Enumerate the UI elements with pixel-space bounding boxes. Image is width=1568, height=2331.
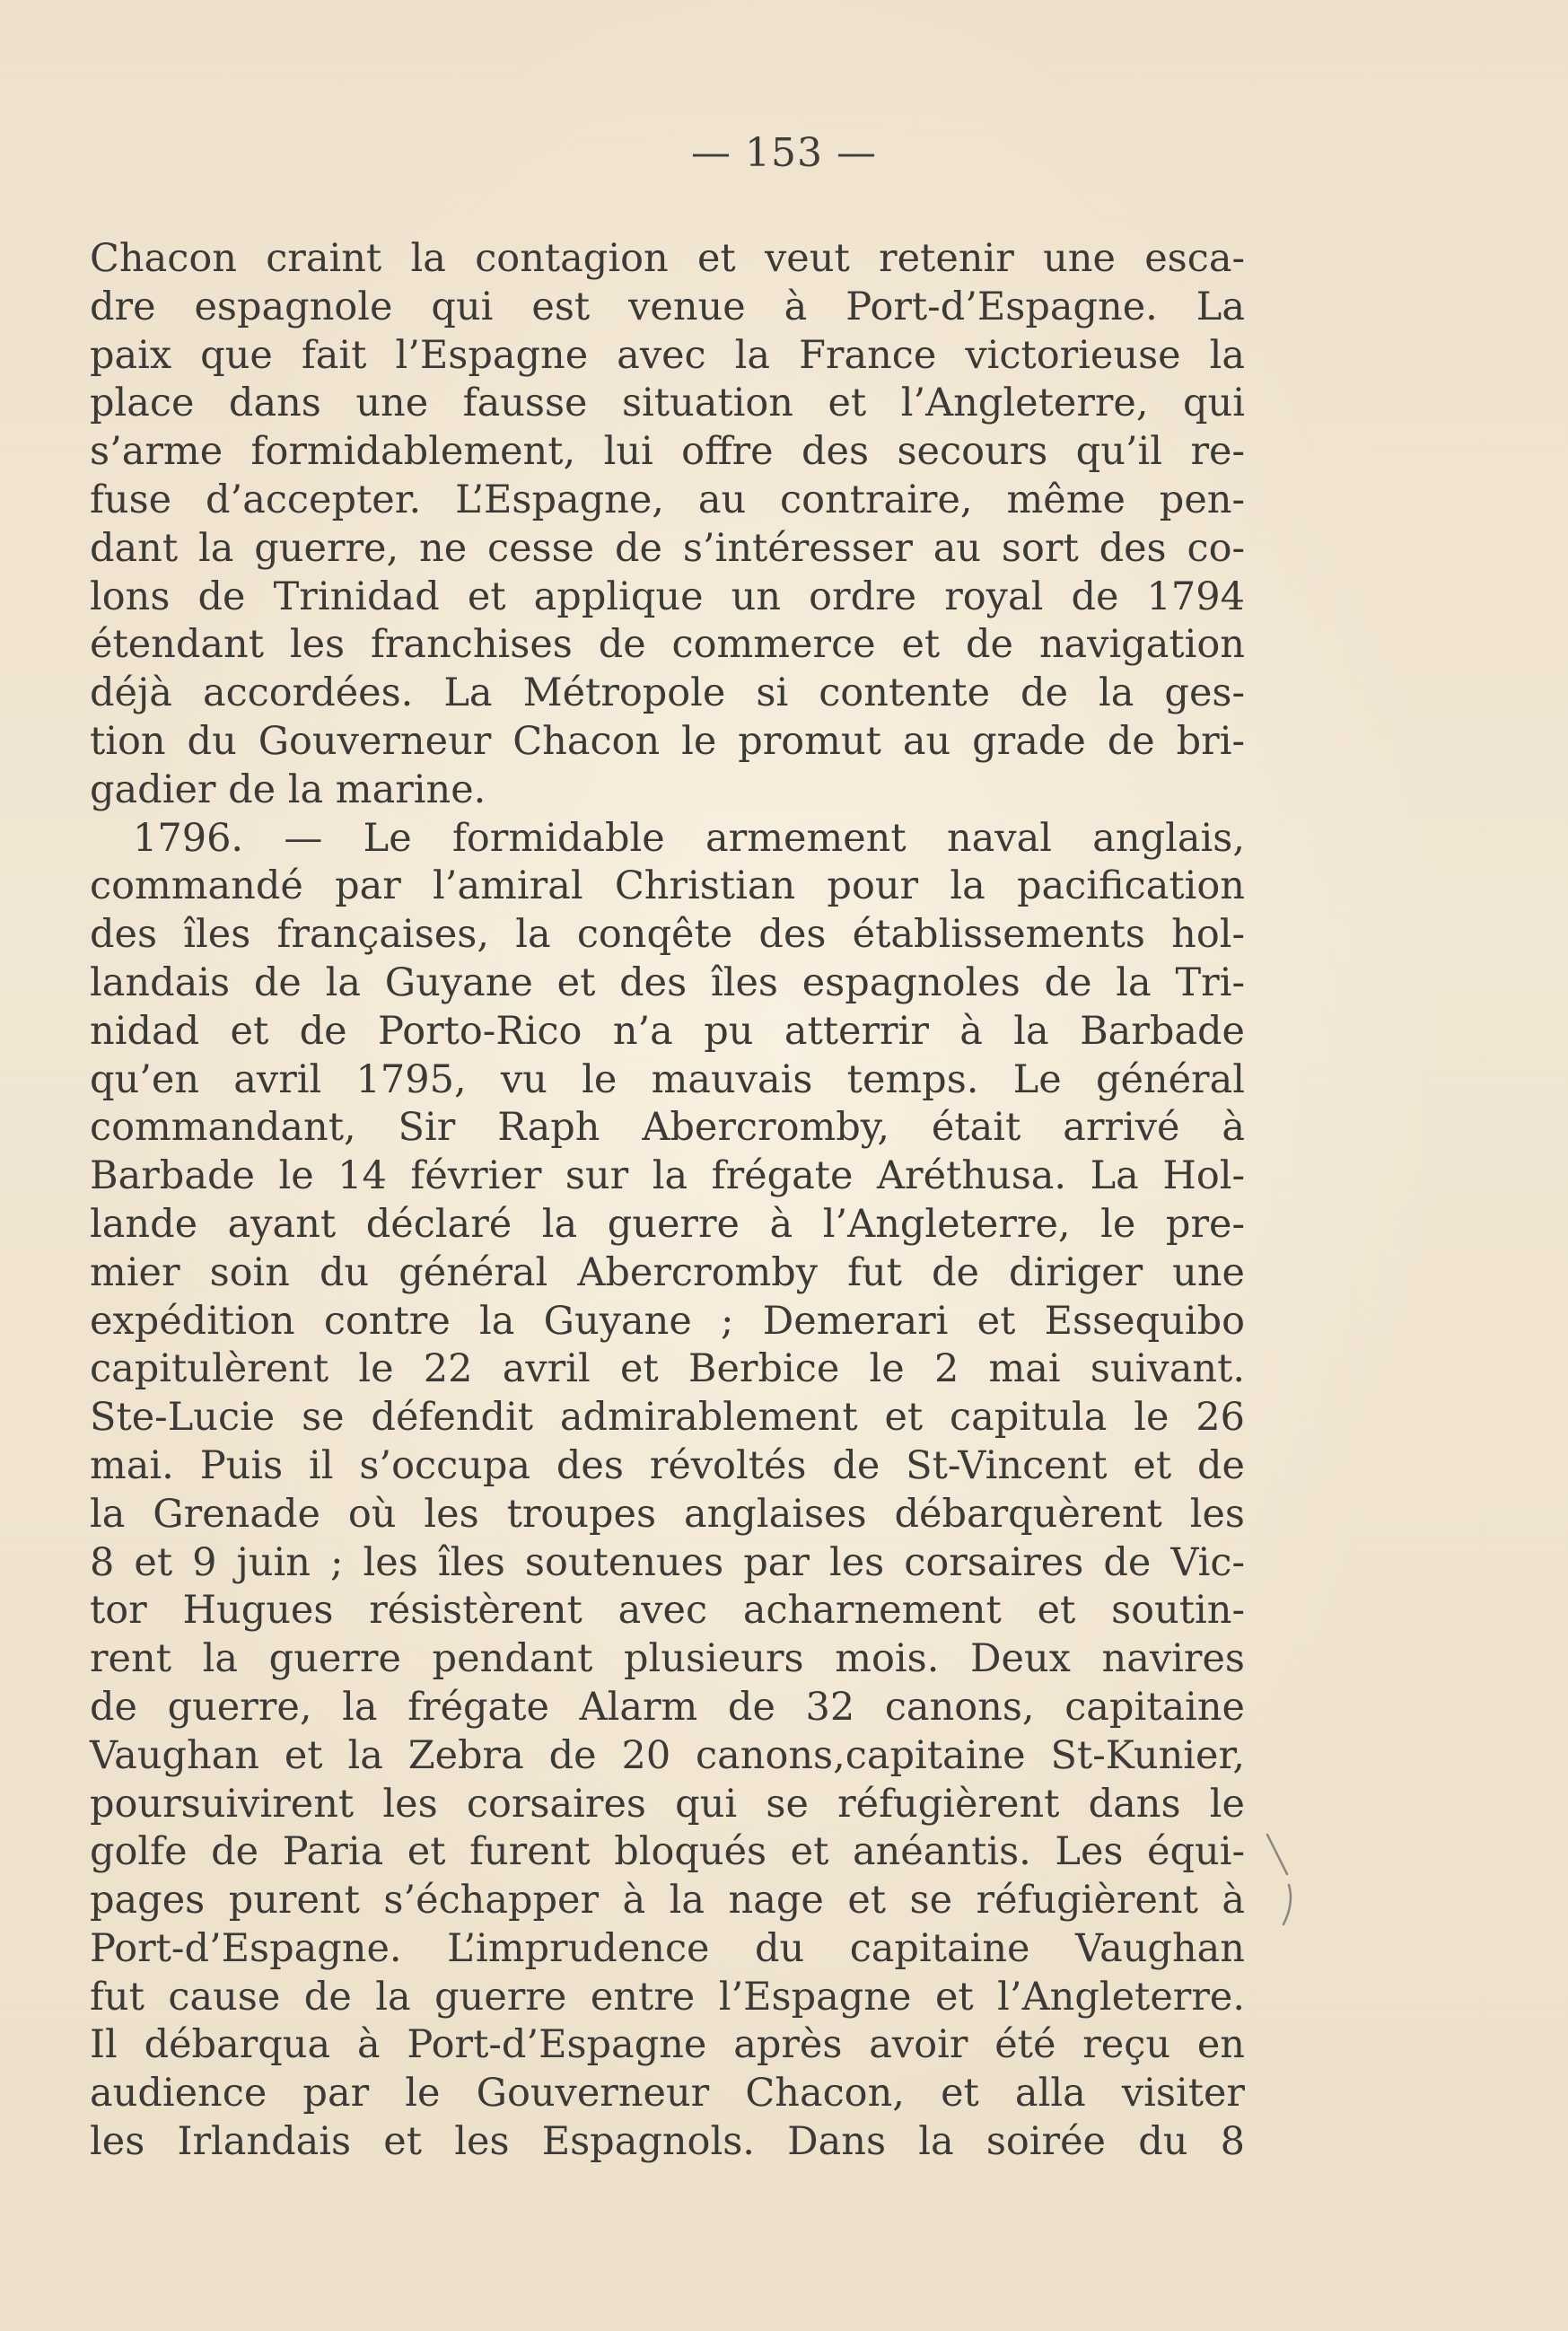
text-line: golfe de Paria et furent bloqués et anéantis. Les équi-	[90, 1829, 1245, 1875]
text-line: expédition contre la Guyane ; Demerari et Essequibo	[90, 1298, 1245, 1344]
text-line: mier soin du général Abercromby fut de diriger une	[90, 1249, 1245, 1295]
text-line: la Grenade où les troupes anglaises débarquèrent les	[90, 1491, 1245, 1537]
margin-pencil-mark	[1264, 1831, 1300, 1930]
text-line: Chacon craint la contagion et veut retenir une esca-	[90, 236, 1245, 281]
text-line: fuse d’accepter. L’Espagne, au contraire, même pen-	[90, 477, 1245, 522]
text-line: les Irlandais et les Espagnols. Dans la soirée du 8	[90, 2119, 1245, 2165]
text-line: Port-d’Espagne. L’imprudence du capitaine Vaughan	[90, 1925, 1245, 1971]
text-line: audience par le Gouverneur Chacon, et alla visiter	[90, 2071, 1245, 2116]
text-line: Vaughan et la Zebra de 20 canons,capitaine St-Kunier,	[90, 1732, 1245, 1778]
text-line: s’arme formidablement, lui offre des secours qu’il re-	[90, 429, 1245, 475]
text-line: commandé par l’amiral Christian pour la pacification	[90, 863, 1245, 909]
text-line: commandant, Sir Raph Abercromby, était arrivé à	[90, 1105, 1245, 1151]
text-line: déjà accordées. La Métropole si contente de la ges-	[90, 670, 1245, 716]
text-line: rent la guerre pendant plusieurs mois. Deux navires	[90, 1636, 1245, 1682]
text-line: Il débarqua à Port-d’Espagne après avoir été reçu en	[90, 2022, 1245, 2068]
text-line: gadier de la marine.	[90, 767, 486, 812]
text-line: dant la guerre, ne cesse de s’intéresser au sort des co-	[90, 525, 1245, 571]
text-line: pages purent s’échapper à la nage et se réfugièrent à	[90, 1878, 1245, 1924]
text-line: place dans une fausse situation et l’Angleterre, qui	[90, 381, 1245, 426]
text-line: landais de la Guyane et des îles espagnoles de la Tri-	[90, 960, 1245, 1005]
text-line: qu’en avril 1795, vu le mauvais temps. Le général	[90, 1056, 1245, 1102]
text-line: Barbade le 14 février sur la frégate Aréthusa. La Hol-	[90, 1153, 1245, 1199]
text-line: tor Hugues résistèrent avec acharnement et soutin-	[90, 1588, 1245, 1634]
text-line: mai. Puis il s’occupa des révoltés de St-Vincent et de	[90, 1442, 1245, 1488]
body-text	[90, 235, 1245, 2167]
text-line: lons de Trinidad et applique un ordre royal de 1794	[90, 574, 1245, 619]
text-line: paix que fait l’Espagne avec la France victorieuse la	[90, 332, 1245, 378]
text-line: capitulèrent le 22 avril et Berbice le 2 mai suivant.	[90, 1346, 1245, 1392]
text-line: tion du Gouverneur Chacon le promut au grade de bri-	[90, 718, 1245, 764]
text-line: fut cause de la guerre entre l’Espagne et l’Angleterre.	[90, 1974, 1245, 2020]
text-line: nidad et de Porto-Rico n’a pu atterrir à la Barbade	[90, 1008, 1245, 1054]
text-line: des îles françaises, la conqête des établissements hol-	[90, 912, 1245, 958]
text-line: 8 et 9 juin ; les îles soutenues par les corsaires de Vic-	[90, 1539, 1245, 1585]
text-line: de guerre, la frégate Alarm de 32 canons, capitaine	[90, 1684, 1245, 1730]
text-line: poursuivirent les corsaires qui se réfugièrent dans le	[90, 1781, 1245, 1827]
text-line: Ste-Lucie se défendit admirablement et capitula le 26	[90, 1395, 1245, 1441]
text-line: dre espagnole qui est venue à Port-d’Espagne. La	[90, 284, 1245, 329]
text-line: 1796. — Le formidable armement naval anglais,	[133, 815, 1245, 861]
text-line: étendant les franchises de commerce et de navigation	[90, 622, 1245, 668]
text-line: lande ayant déclaré la guerre à l’Angleterre, le pre-	[90, 1201, 1245, 1247]
page-number: — 153 —	[691, 130, 877, 176]
